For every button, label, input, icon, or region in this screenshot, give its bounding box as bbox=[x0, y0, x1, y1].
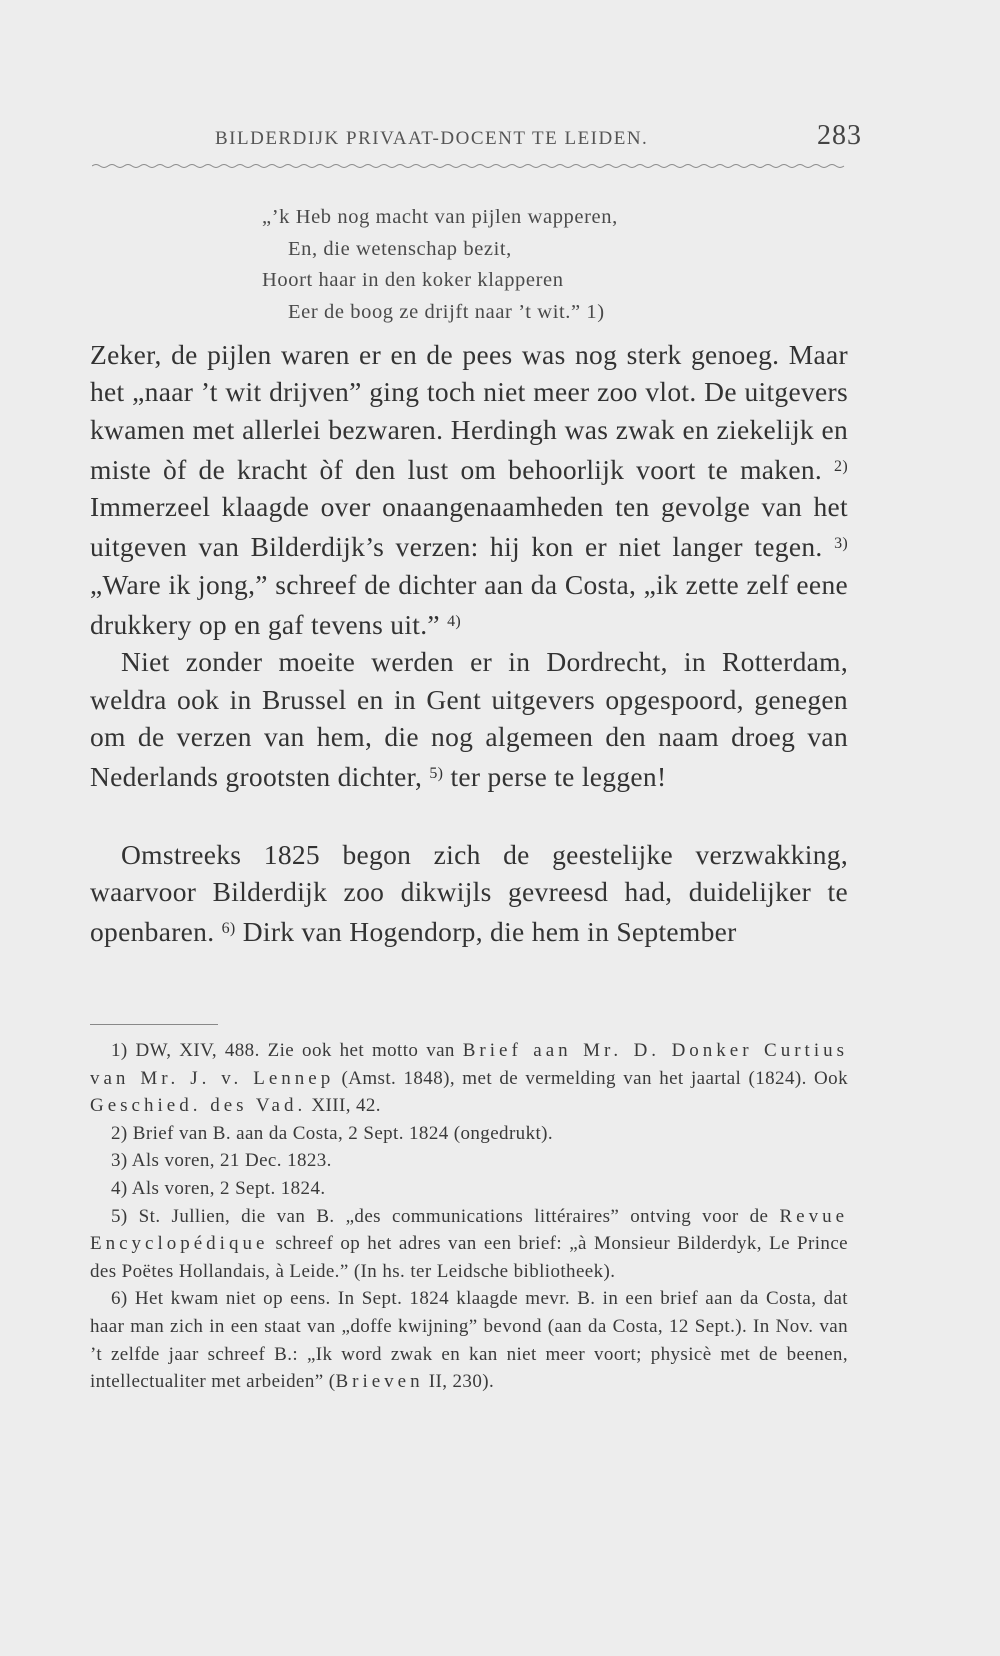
verse-line: Hoort haar in den koker klapperen bbox=[262, 269, 564, 291]
running-head-title: BILDERDIJK PRIVAAT-DOCENT TE LEIDEN. bbox=[215, 128, 649, 149]
header-rule bbox=[92, 163, 847, 169]
verse-line: En, die wetenschap bezit, bbox=[288, 237, 512, 260]
text-run: Omstreeks 1825 begon zich de geestelijke verzwakking, waarvoor Bilderdijk zoo dikwijls gevreesd had, duidelijker te openbaren. bbox=[90, 838, 848, 948]
footnote-3: 3) Als voren, 21 Dec. 1823. bbox=[111, 1150, 332, 1172]
text-run: 6) Het kwam niet op eens. In Sept. 1824 klaagde mevr. B. in een brief aan da Costa, dat haar man zich in een staat van „doffe kwijning” bevond (aan da Costa, 12 Sept.). In Nov. van ’t zelfde jaar schreef B.: „Ik word zwak en kan niet meer voort; physicè met de beenen, intellectualiter met arbeiden” bbox=[90, 1288, 848, 1393]
paragraph bbox=[90, 336, 848, 643]
text-run: ter perse te leggen! bbox=[450, 761, 667, 793]
text-run: schreef op het adres van een brief: „à Monsieur Bilderdyk, Le Prince des Poëtes Hollandais, à Leide.” (In hs. ter Leidsche bibliotheek). bbox=[90, 1233, 848, 1282]
footnote-1 bbox=[90, 1037, 848, 1120]
footnote-6 bbox=[90, 1285, 848, 1395]
footnote-5 bbox=[90, 1203, 848, 1286]
spaced-title: Geschied. des Vad. bbox=[90, 1095, 307, 1117]
spaced-title: Brieven bbox=[335, 1371, 424, 1393]
spaced-title: Revue Encyclopédique bbox=[90, 1205, 849, 1255]
page-number: 283 bbox=[817, 120, 862, 151]
text-run: 5) St. Jullien, die van B. „des communications littéraires” ontving voor de bbox=[111, 1205, 769, 1227]
text-run: Zeker, de pijlen waren er en de pees was nog sterk genoeg. Maar het „naar ’t wit drijven” ging toch niet meer zoo vlot. De uitgevers kwamen met allerlei bezwaren. Herdingh was zwak en ziekelijk en miste òf de kracht òf den lust om behoorlijk voort te maken. bbox=[90, 339, 848, 485]
text-run: (Amst. 1848), met de vermelding van het jaartal (1824). Ook bbox=[341, 1067, 848, 1089]
footnote-ref: 6) bbox=[221, 920, 236, 938]
paragraph bbox=[90, 836, 848, 951]
paragraph bbox=[90, 643, 848, 795]
running-head bbox=[92, 118, 862, 158]
text-run: ( bbox=[328, 1371, 336, 1393]
verse-line: Eer de boog ze drijft naar ’t wit.” 1) bbox=[288, 300, 605, 323]
text-run: II, 230). bbox=[428, 1371, 495, 1393]
body-text bbox=[90, 336, 848, 950]
text-run: „Ware ik jong,” schreef de dichter aan da Costa, „ik zette zelf eene drukkery op en gaf tevens uit.” bbox=[90, 568, 848, 641]
footnote-ref: 3) bbox=[834, 535, 848, 553]
spaced-title: Brief aan Mr. D. Donker Curtius van Mr. J. v. Lennep bbox=[90, 1040, 848, 1089]
footnote-rule bbox=[90, 1024, 218, 1025]
text-run: XIII, 42. bbox=[311, 1095, 381, 1117]
text-run: 1) DW, XIV, 488. Zie ook het motto van bbox=[111, 1040, 455, 1061]
verse-line: „’k Heb nog macht van pijlen wapperen, bbox=[262, 206, 618, 228]
footnote-ref: 2) bbox=[834, 457, 848, 475]
footnotes bbox=[90, 1037, 848, 1396]
footnote-ref: 4) bbox=[447, 613, 462, 631]
text-run: Immerzeel klaagde over onaangenaamheden ten gevolge van het uitgeven van Bilderdijk’s verzen: hij kon er niet langer tegen. bbox=[90, 491, 848, 563]
footnote-ref: 5) bbox=[429, 765, 444, 783]
footnote-2: 2) Brief van B. aan da Costa, 2 Sept. 1824 (ongedrukt). bbox=[111, 1122, 554, 1144]
verse-quote bbox=[262, 202, 782, 328]
text-run: Niet zonder moeite werden er in Dordrecht, in Rotterdam, weldra ook in Brussel en in Gent uitgevers opgespoord, genegen om de verzen van hem, die nog algemeen den naam droeg van Nederlands grootsten dichter, bbox=[90, 646, 848, 793]
footnote-4: 4) Als voren, 2 Sept. 1824. bbox=[111, 1177, 326, 1199]
text-run: Dirk van Hogendorp, die hem in September bbox=[242, 916, 737, 948]
